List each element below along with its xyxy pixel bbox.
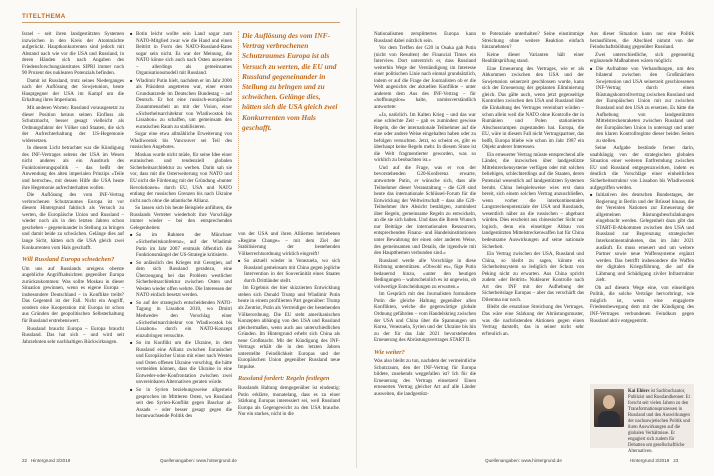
bullet-paragraph: ■ So auf der strategisch entscheidenden NATO-Tagung in Lissabon 2010, wo Dmitri Medwedev den Vorschlag einer »Sicherheitsarchitektur von Wladiwostok bis Lissabon« durch ein NATO-Konzept einzubringen versuchte. xyxy=(130,300,232,339)
paragraph: »Ja, natürlich. Im Kalten Krieg – und das war eine schlechte Zeit – gab es zumindest gewisse Regeln, die der internationale Teilnehmer auf die eine oder andere Weise eingehalten haben oder zu befolgen versuchten. Jetzt, so scheint es, gibt es überhaupt keine Regeln mehr. In diesem Sinne ist die Welt fragmentierter geworden, was so wirklich zu beobachten ist.« xyxy=(374,111,476,164)
paragraph: Eine Erneuerung des Vertrages, wie er als Abkommen zwischen den USA und der Sowjetunion seinerzeit geschlossen wurde, kann sich der Erneuerung der geplanten Eliminierung gleich. Das gälte auch, wenn jetzt gegenseitige Kontrollen zwischen den USA und Russland über die Einhaltung des Vertrages vereinbart würden – schon allein weil die NATO ohne Kontrolle der in Rumänien und Polen stationierten Abschussrampen zugestanden hat. Europa, die EU, wäre in diesem Fall nicht Vertragspartner, das heißt, Europa bliebe wie schon im Jahr 1987 ein Objekt anderer Interessen. xyxy=(482,65,584,151)
bullet-paragraph: ■ So im Rahmen der Münchner »Sicherheitskonferenz«, auf der Wladimir Putin im Jahr 2007 erstmals öffentlich die Funktionsmängel der US-Strategie kritisierte. xyxy=(130,232,232,258)
paragraph: Im Gespräch mit den Journalisten formulierte Putin die gleiche Haltung gegenüber allen Konflikten, welche die gegenwärtige globale Ordnung gefährden – vom Handelskrieg zwischen der USA und China über die Spannungen um Korea, Venezuela, Syrien und der Ukraine bis hin zu der für das Jahr 2021 bevorstehenden Erneuerung des Abrüstungsvertrages START II. xyxy=(374,291,476,344)
paragraph: Was also bleibt zu tun, nachdem der vermeintliche Schutzraum, den der INF-Vertrag für Europa bildete, zusehends weggefallen ist? Ich für die Erneuerung des Vertrags einsetzen! Einen erneuerten Vertrag gleicher Art auf alle Länder ausweiten, die landgestütz- xyxy=(374,358,476,398)
magazine-issue: Hintergrund 3/2019 xyxy=(30,458,71,463)
footer-source-right: Quellenangaben: www.hintergrund.de xyxy=(485,458,562,463)
paragraph: Um uns auf Russlands ureigens oberste angebliche Angriffsabsichten gegenüber Europa zurückzukommen: Was sollte Moskau in dieser Situation gewinnen, wenn es eigene Europa – insbesondere Deutschland – in Konflikte treibt? Das Gegenteil ist der Fall. Nicht ein Angriff, sondern eine Kooperation mit Europa ist schon aus Gründen der geopolitischen Selbsterhaltung für Russland erstrebenswert. xyxy=(22,265,124,325)
paragraph: Aus dieser Situation kann nur eine Politik herausführen, die Abschied nimmt von der Feindschaftsbildung gegenüber Russland. xyxy=(590,31,694,51)
paragraph: Damit ist Russland, trotz seines Niederganges nach der Auflösung der Sowjetunion, heute Hauptgegner der USA im Kampf um die Erhaltung ihres Imperiums. xyxy=(22,77,124,104)
paragraph: In diesem Licht betrachtet war die Kündigung des INF-Vertrages seitens der USA im Wesen nicht anderes als ein Ausdruck des Funktionierungspolitik – das heißt der Anwendung des alten imperialen Prinzips »Teile und herrsche«, mit dessen Hilfe die USA heute ihre Hegemonie aufrechterhalten wollen. xyxy=(22,145,124,191)
paragraph: von der USA und ihren Alliierten betriebenen »Regime Change« – mit dem Ziel der Stabilisierung der bestehenden Völkerrechtsordnung wirklich eingreift! xyxy=(238,231,340,257)
bullet-paragraph: ■ Die Aufnahme von Verhandlungen, um den bilateral zwischen den Großmächten Sowjetunion und USA seinerzeit geschlossenen INF-Vertrag durch einen Rüstungskontrollvertrag zwischen Russland und der Europäischen Union mit zur zwischen Russland und den USA zu ersetzen. Es hätte die Aufhebung von landgestützten Mittelstreckenraketen zwischen Russland und der Europäischen Union in untersagt und unter den klaren Kontrollregime dieser beiden Seiten zu stellen. xyxy=(590,66,694,145)
paragraph: Und auf die Frage, was er von der bevorstehenden G20-Konferenz erwarte, antwortete Putin, er wünsche sich, dass alle Teilnehmer dieser Veranstaltung – die G20 sind heute das internationale Schlüssel-Forum für die Entwicklung der Weltwirtschaft – dass alle G20-Teilnehmer ihre Absicht bestätigen, zumindest über Regeln, gemeinsame Regeln zu entwickeln, an die sie sich halten. Und dass die Ihrem Wunsch nur Beiträge der internationalen Ressourcen, entsprechenden Finanz- und Handelsinstitutionen unter Bewahrung der einen oder anderen Weise, des gemeinsamen und Details, die irgendwie mit den Hauptthemen verbunden sind.» xyxy=(374,164,476,257)
paragraph: So lassen sich bis heute Beispiele anführen, die Russlands Vertreter wiederholt ihre Vorschläge immer wieder – bei den entsprechenden Gelegenheiten: xyxy=(130,205,232,231)
footer-right xyxy=(630,458,678,463)
left-column-3-body xyxy=(238,231,340,419)
paragraph: Nationalismen zersplittertes Europa kann Russland dabei nützlich sein. xyxy=(374,31,476,44)
bullet-paragraph: ■ Botin leicht wollte sein Land sogar zum NATO-Mitglied zwar wie die Hand und einen Beitritt in Form des NATO-Russland-Rates sogar sein nicht. Es war der Meinung, die NATO könne sich auch nach Osten ausweiten – allerdings als gemeinsames Organisationsmodell mit Russland. xyxy=(130,31,232,77)
paragraph: Ein Vertrag zwischen der USA, Russland und China, so bleibt zu sagen, könnte ein Sicherheitssystem so lediglich der Schutz von Peking nicht zu erwarten. Aus China spricht zudem »der Beitritt« Nuklearer Kontrolle nach Art des INF mit der Aufhebung der Sicherheitslage Europas – aber das verschärft das Dilemma nur noch. xyxy=(482,251,584,303)
bullet-paragraph: ■ So in Syrien beziehungsweise allgemein gesprochen im Mittleren Osten, wo Russland seit den Syrien-Konflikt gegen Baschar al-Assads – oder besser gesagt gegen die heranwachsende Politik des xyxy=(130,387,232,420)
paragraph: Ob auf diesem Wege eine, von einseitigen Politik, die solche Verträge hervorbringt, wie möglich ist, wenn eine engagierte Friedensbewegung dem mit der Kündigung des INF-Vertrages verbundenen Feindkurs gegen Russland aktiv entgegentritt. xyxy=(590,284,694,324)
left-column-2 xyxy=(130,31,232,449)
paragraph: Zwei unterschiedliche, sich gegenseitig ergänzende Maßnahmen wären möglich: xyxy=(590,51,694,65)
paragraph: Ein erneuerter Vertrag müsste entsprechend alle Länder, die inzwischen über landgestützte Mittelstreckensysteme verfügen oder mit solchen beliebigen, schlechterdings auf die Staaten, deren Potenzial wesentlich auf landgestützten Systemen beruht. China beispielsweise wies erst dann bereit, sich einem solchen Vertrag anzuschließen, wenn vorher die interkontinentalen Langstreckenpotenziale der USA und Russlands, wesentlich näher an die russischen – abgebaut würden. Dies erscheint aus chinesischer Sicht nur logisch, denn ein einseitiger Abbau von landgestützten Mittelstreckenwaffen hat für China bedeutsame Auswirkungen auf seine nationale Sicherheit. xyxy=(482,151,584,250)
author-bio xyxy=(628,389,691,455)
paragraph: Im Ergebnis der hier skizzierten Entwicklung stehen sich Donald Trump und Wladimir Putin heute in einem profilierten Part gegenüber: Trump als Zentrist, Putin als Vertreidiger der bestehenden Völkerordnung. Die EU steht amerikanischen Konzepten abhängig von den USA und Russland gleichermaßen, wenn auch aus unterschiedlichen Gründen. Im Hintergrund erhebt sich China als neue Großmacht. Mit der Kündigung des INF-Vertrags erhält die in den letzten Jahren unterstellte Feindlichkeit Europas und der Europäischen Union gegenüber Russland neue Impulse. xyxy=(238,285,340,370)
footer-left xyxy=(22,458,70,463)
subheading: Will Russland Europa schwächen? xyxy=(22,256,115,264)
paragraph: Russland werde alle Vorschläge in diese Richtung unterstützen. »Obwohl es«, füge Putin bedauernd hinzu, »unter den heutigen Bedingungen – wahrscheinlich es ist ungewiss, ob vollwertige Entscheidungen zu erwarten.« xyxy=(374,257,476,290)
right-page xyxy=(357,0,714,476)
right-column-1 xyxy=(374,31,476,449)
bullet-paragraph: ■ So im Konflikt um die Ukraine, in dem Russland eine Allianz zwischen Eurasischer und Europäischer Union mit einer nach Westen und Osten offenen Ukraine vorschlug, die hätte vermeiden können, dass die Ukraine in eine Entweder-oder-Konfrontation zwischen zwei unvereinbaren Alternativen geraten würde. xyxy=(130,340,232,386)
paragraph: Israel – seit ihren landgestützten Systemen inzwischen in den Kreis der Atommächte aufgerückt. Hauptkonkurrenten sind jedoch mit Abstand nach wie vor die USA und Russland, in deren Händen sich nach Angaben des Friedensforschungsinstitutes SIPRI immer noch 90 Prozent des nuklearen Potenzials befinden. xyxy=(22,31,124,77)
subheading: Russland fordert: Regeln festlegen xyxy=(238,375,330,383)
pull-quote: Die Auflösung des vom INF-Vertrag verbrochenen Schutzraumes Europa ist als Versuch zu werten, die EU und Russland gegeneinander in Stellung zu bringen und zu schwächen. Gelänge dies, hätten sich die USA gleich zwei Konkurrenten vom Hals geschafft. xyxy=(238,31,338,191)
bullet-paragraph: ■ Initiativen des deutschen Bundestages, der Regierung in Berlin und der Brüssel hinaus, die der Vereinten Nationen zur Erneuerung der allgemeinen Rüstungsbeschränkungen eingebracht werden. Gelegenheit dazu gibt das START-II-Abkommen zwischen den USA und Russland zur Begrenzung strategischer Interkontinentalraketen, das im Jahr 2021 ausläuft. Es muss erneuert und um weitere Partner sowie neue Waffensysteme ergänzt werden. Das betrifft insbesondere die Waffen der digitalen Kriegsführung, die auf die Lähmung und Schädigung ziviler Infrastruktur zielt. xyxy=(590,192,694,284)
author-box xyxy=(590,384,694,454)
paragraph: Bleibt die ersatzlose Streichung des Vertrages. Das wäre eine Stärkung der Abrüstungsmuster, was die nachrüstenden Aktionen gegen einen Vertrag darstellt, das in seiner nicht sehr erfreulich an. xyxy=(482,304,584,337)
left-column-1 xyxy=(22,31,124,449)
left-column-3 xyxy=(238,31,340,449)
paragraph: te Potenziale unterhalten? Seine einstimmige Streichung ohne weitere Reaktion einfach hinzunehmen? xyxy=(482,31,584,51)
bullet-paragraph: ■ So anlässlich des Krieges mit Georgien, auf dem sich Russland geradezu, eine Überzeugung bei das Problem westlicher Sicherheitsarchitektur zwischen Osten und Westen wieder offen wehrte. Die Interessen der NATO einfach besetzt werden. xyxy=(130,260,232,299)
paragraph: Die Auflösung des vom INF-Vertrag verbrochenen Schutzraumes Europa ist vor diesem Hintergrund faktisch als Versuch zu werten, die Europäische Union und Russland – wieder noch als in den letzten Jahren schon geschehen – gegeneinander in Stellung zu bringen und damit beide zu schwächen. Gelänge dies auf lange Sicht, hätten sich die USA gleich zwei Konkurrenten vom Hals geschafft. xyxy=(22,192,124,251)
magazine-issue: Hintergrund 3/2019 xyxy=(630,458,670,463)
author-name: Kai Ehlers xyxy=(628,389,650,394)
right-column-2 xyxy=(482,31,584,449)
author-photo xyxy=(594,389,624,427)
section-tag: TITELTHEMA xyxy=(22,13,66,20)
footer-source-left: Quellenangaben: www.hintergrund.de xyxy=(160,458,237,463)
paragraph: Keine dieser Varianten hält einer Realitätsprüfung stand. xyxy=(482,51,584,65)
paragraph: Sogar eine etwa allmähliche Erweiterung von Wladiwostok bis Vancouver sei Teil des russischen Angebotes. xyxy=(130,131,232,151)
paragraph: Vor dem Treffen der G20 in Osaka gab Putin (nicht von Resulten) der Financial Times ein Interview. Dort unterstrich er, dass Russland weiterhin Wege der Verständigung im Interesse einer politischen Linie nach einmal grundsätzlich, indem er auf die Frage der Journalisten ob er die Welt angesichts der aktuellen Konflikte – unter anderem dem Aus des INF-Vertrag – für »hoffnungslos« halte, unmissverständlich antwortete: xyxy=(374,45,476,111)
paragraph: Russlands Haltung demgegenüber ist eindeutig: Putin erklärte, monatelang, dass es zu einer Stärkung Europas interessiert sei, weil Russland Europa als Gegengewicht zu den USA brauche. Nur ein starkes, nicht in die xyxy=(238,385,340,418)
paragraph: Moskau wurde nicht müde, für seine Idee einer eurasischen und tendenziell globalen Sicherheitsarchitektur zu werben. Darin sah sie vor, dass mit die Osterweiterung von NATO und EU nicht die Förderung mit der Gründung »bunter Revolutionen« durch EU, USA und NATO entlang der russischen Grenzen bis nach Ukraine nicht auch ohne die atlantische Allianz. xyxy=(130,151,232,204)
page-number: 22 xyxy=(22,458,28,463)
bullet-paragraph: ■ So aktuell wieder in Venezuela, wo sich Russland gemeinsam mit China gegen jegliche Intervention in der Souveränität eines Staates durch Drittländer stellt. xyxy=(238,258,340,284)
page-number: 23 xyxy=(673,458,679,463)
paragraph: Russland braucht Europa – Europa braucht Russland. Das hat sich – und wird seit Jahrzehnten sehr nachhaltigen Rückwirkungen. xyxy=(22,325,124,345)
bullet-paragraph: ■ Wladimir Putin hielt, nachdem er im Jahr 2000 als Präsident angetreten war, einer ersten Grundsatzrede im Deutschen Bundestag – auf Deutsch. Er bot eine russisch-europäische Zusammenarbeit an mit der Vision, einer »Sicherheitsarchitektur von Wladiwostok bis Lissabon« zu schaffen, um gemeinsam den eurasischen Raum zu stabilisieren. xyxy=(130,78,232,130)
right-column-3 xyxy=(590,31,694,381)
section-rule xyxy=(22,22,340,23)
subheading: Wie weiter? xyxy=(374,348,405,356)
paragraph: Mit anderen Worten: Russland vorausgesetzt zu dieser Position heraus seinen Einfluss als Schutzmacht, besser gesagt vielleicht als Ordnungsfaktor der Völker und Staaten, die sich der Aufrechterhaltung der US-Hegemonie widersetzen. xyxy=(22,105,124,144)
paragraph: Seine Aufgabe bestünde ferner darin, unabhängig von der strategischen globalen Situation einer weiteren Entfremdung zwischen EU und Russland entgegenzuwirken, indem es deutlich die Vorschläge einer einheitlichen Sicherheitsstruktur von Lissabon bis Wladiwostok aufgegriffen werden. xyxy=(590,145,694,191)
author-description: ist Sachbuchautor, Publizist und Russlandkenner. Er forscht seit vielen Jahren zu den Transformationsprozessen in Russland und den Auswirkungen der nachsowjetischen Politik und ihren Auswirkungen auf die globalen Verhältnisse. Er engagiert sich zudem für Debatten um gesellschaftliche Alternativen. xyxy=(628,389,691,454)
